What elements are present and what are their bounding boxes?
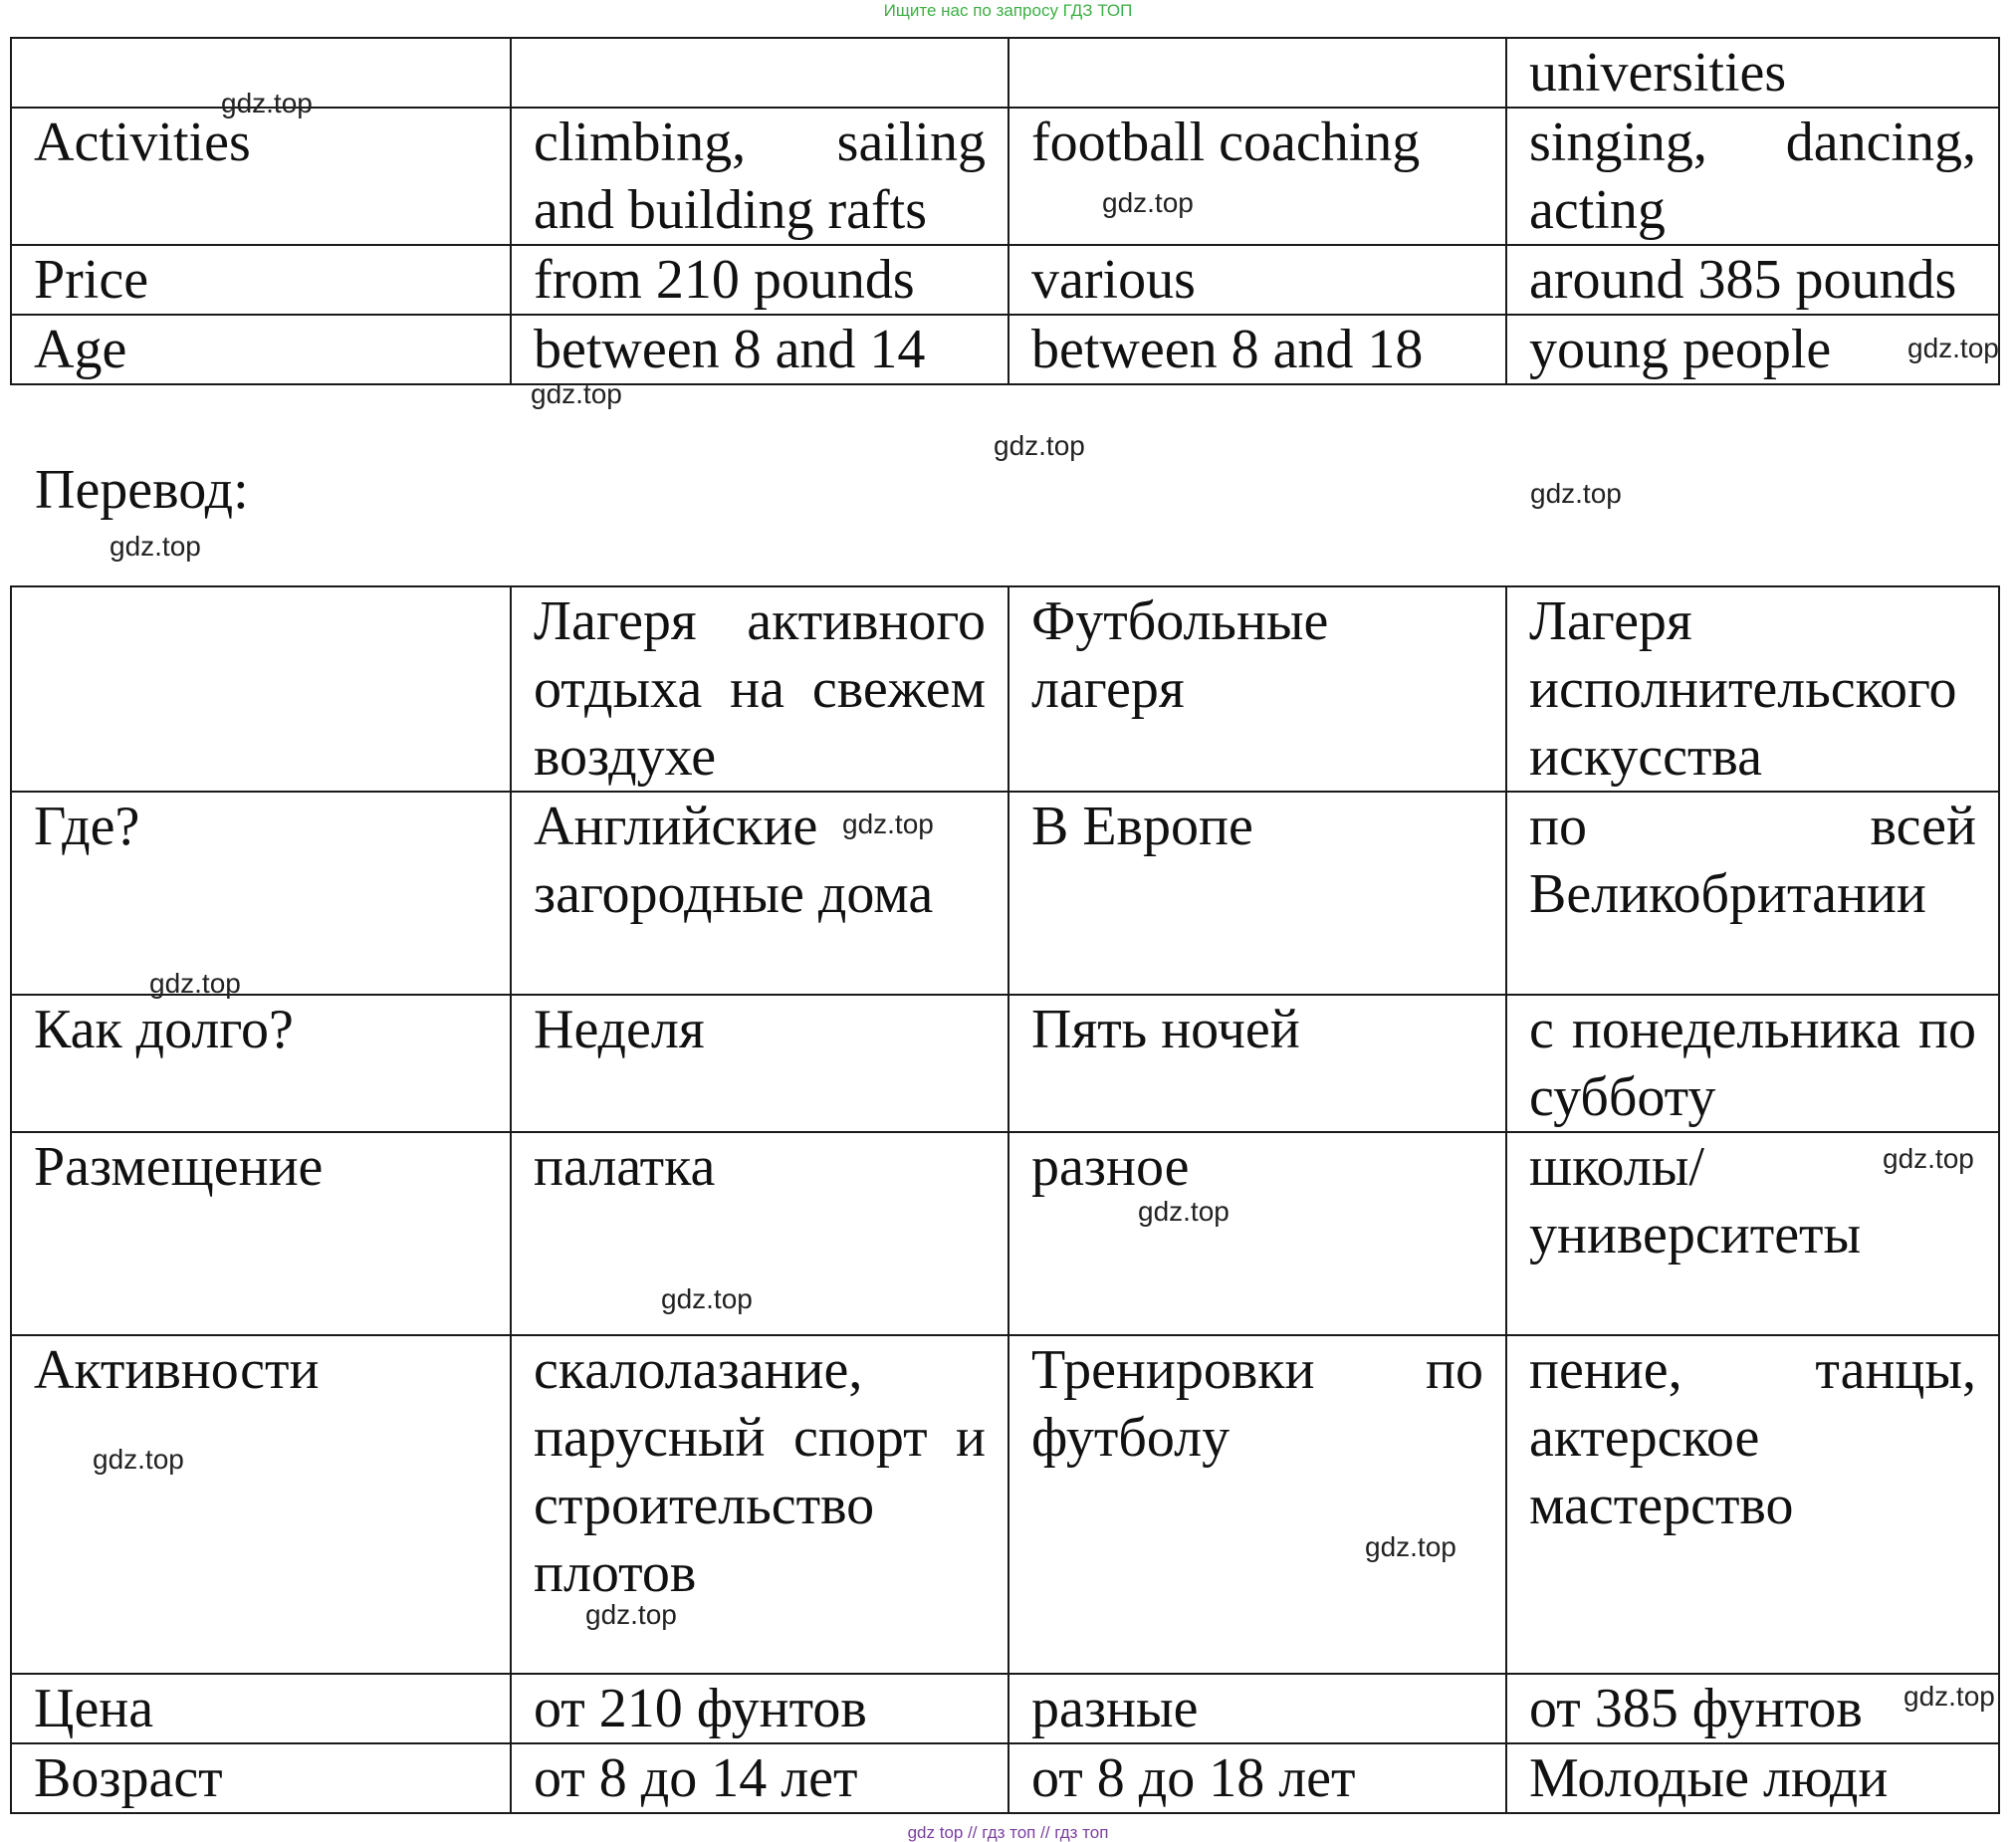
watermark: gdz.top (1102, 187, 1194, 218)
watermark: gdz.top (531, 378, 622, 409)
table-cell: universities (1506, 38, 1999, 108)
translation-heading: Перевод: (35, 459, 249, 521)
table-row (11, 586, 1999, 792)
column-header: Футбольные лагеря (1008, 586, 1506, 792)
table-cell: Английские загородные дома (511, 792, 1008, 995)
watermark: gdz.top (1365, 1531, 1456, 1562)
table-cell: от 8 до 18 лет (1008, 1743, 1506, 1813)
table-row (11, 1335, 1999, 1674)
table-row (11, 792, 1999, 995)
table-cell: по всей Великобритании (1506, 792, 1999, 995)
table-cell: climbing, sailing and building rafts (511, 108, 1008, 245)
table-cell: В Европе (1008, 792, 1506, 995)
row-header: Как долго? (11, 995, 511, 1132)
table-cell: палатка (511, 1132, 1008, 1335)
watermark: gdz.top (221, 88, 313, 118)
watermark: gdz.top (1530, 478, 1622, 509)
watermark: gdz.top (842, 808, 934, 839)
watermark: gdz.top (994, 430, 1085, 461)
table-cell: разные (1008, 1674, 1506, 1743)
table-cell: from 210 pounds (511, 245, 1008, 315)
table-cell: скалолазание, парусный спорт и строительство плотов (511, 1335, 1008, 1674)
table-cell (511, 38, 1008, 108)
watermark: gdz.top (1907, 333, 1999, 363)
table-cell: between 8 and 18 (1008, 315, 1506, 384)
table-cell: Неделя (511, 995, 1008, 1132)
table-row (11, 1743, 1999, 1813)
footer: gdz top // гдз топ // гдз топ (907, 1823, 1109, 1842)
row-header: Activities (11, 108, 511, 245)
table-cell: пение, танцы, актерское мастерство (1506, 1335, 1999, 1674)
table-cell: Тренировки по футболу (1008, 1335, 1506, 1674)
table-cell (1008, 38, 1506, 108)
table-row (11, 315, 1999, 384)
table-cell (11, 586, 511, 792)
table-cell: Молодые люди (1506, 1743, 1999, 1813)
row-header: Где? (11, 792, 511, 995)
table-row (11, 995, 1999, 1132)
table-cell: Пять ночей (1008, 995, 1506, 1132)
watermark: gdz.top (1883, 1143, 1974, 1174)
table-cell: от 385 фунтов (1506, 1674, 1999, 1743)
table-cell: around 385 pounds (1506, 245, 1999, 315)
column-header: Лагеря исполнительского искусства (1506, 586, 1999, 792)
table-row (11, 1674, 1999, 1743)
watermark: gdz.top (1904, 1681, 1995, 1712)
table-row (11, 108, 1999, 245)
watermark: gdz.top (93, 1444, 184, 1475)
table-cell: singing, dancing, acting (1506, 108, 1999, 245)
watermark: gdz.top (110, 531, 201, 562)
row-header: Активности (11, 1335, 511, 1674)
table-cell: с понедельника по субботу (1506, 995, 1999, 1132)
column-header: Лагеря активного отдыха на свежем воздухе (511, 586, 1008, 792)
table-row (11, 245, 1999, 315)
table-cell: young people (1506, 315, 1999, 384)
watermark: gdz.top (149, 968, 241, 999)
table-cell: школы/ университеты (1506, 1132, 1999, 1335)
top-banner: Ищите нас по запросу ГДЗ ТОП (883, 1, 1133, 20)
row-header: Возраст (11, 1743, 511, 1813)
table-cell: от 210 фунтов (511, 1674, 1008, 1743)
watermark: gdz.top (661, 1283, 753, 1314)
row-header: Age (11, 315, 511, 384)
russian-table (10, 585, 2000, 1814)
table-cell: football coaching (1008, 108, 1506, 245)
row-header: Price (11, 245, 511, 315)
table-cell: various (1008, 245, 1506, 315)
table-cell: от 8 до 14 лет (511, 1743, 1008, 1813)
watermark: gdz.top (585, 1599, 677, 1630)
table-row (11, 1132, 1999, 1335)
row-header: Размещение (11, 1132, 511, 1335)
table-cell: between 8 and 14 (511, 315, 1008, 384)
watermark: gdz.top (1138, 1196, 1230, 1227)
row-header: Цена (11, 1674, 511, 1743)
table-cell: разное (1008, 1132, 1506, 1335)
